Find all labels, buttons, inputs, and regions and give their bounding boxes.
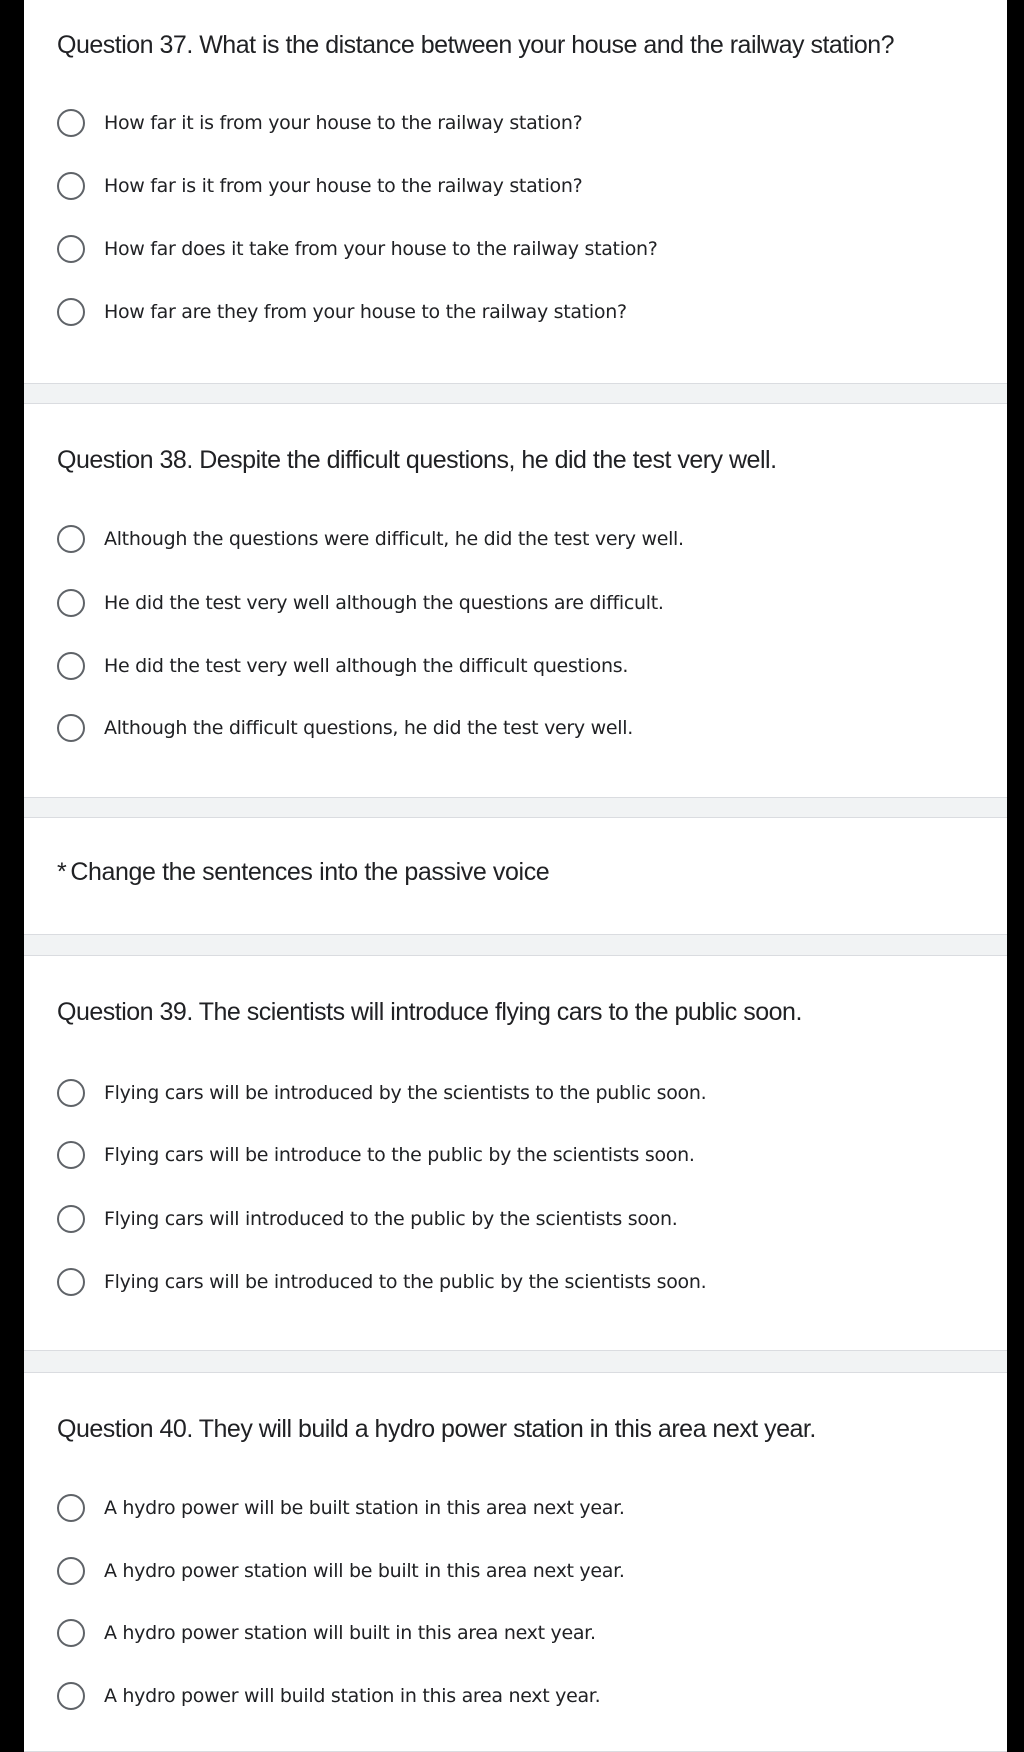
option-label: Flying cars will be introduced to the public by the scientists soon. <box>104 1271 707 1293</box>
option-label: A hydro power station will be built in this area next year. <box>104 1560 625 1582</box>
option-label: Although the questions were difficult, he did the test very well. <box>104 528 684 550</box>
question-card-38 <box>24 403 1007 798</box>
option-label: How far it is from your house to the railway station? <box>104 112 583 134</box>
radio-button-icon[interactable] <box>57 589 85 617</box>
option-label: A hydro power station will built in this area next year. <box>104 1622 596 1644</box>
option-label: Flying cars will be introduce to the public by the scientists soon. <box>104 1144 695 1166</box>
radio-button-icon[interactable] <box>57 1619 85 1647</box>
section-card <box>24 817 1007 935</box>
radio-option[interactable] <box>57 521 684 557</box>
radio-button-icon[interactable] <box>57 1079 85 1107</box>
option-label: How far does it take from your house to the railway station? <box>104 238 658 260</box>
radio-option[interactable] <box>57 1137 695 1173</box>
radio-option[interactable] <box>57 1264 706 1300</box>
radio-option[interactable] <box>57 1075 706 1111</box>
required-asterisk: * <box>57 858 67 886</box>
question-card-39 <box>24 955 1007 1351</box>
radio-option[interactable] <box>57 1201 677 1237</box>
radio-option[interactable] <box>57 1615 596 1651</box>
radio-button-icon[interactable] <box>57 235 85 263</box>
radio-option[interactable] <box>57 105 582 141</box>
radio-option[interactable] <box>57 294 627 330</box>
radio-option[interactable] <box>57 648 628 684</box>
radio-button-icon[interactable] <box>57 525 85 553</box>
radio-button-icon[interactable] <box>57 1268 85 1296</box>
radio-option[interactable] <box>57 1490 625 1526</box>
radio-button-icon[interactable] <box>57 109 85 137</box>
option-label: A hydro power will be built station in this area next year. <box>104 1497 625 1519</box>
form-page <box>24 0 1007 1730</box>
radio-button-icon[interactable] <box>57 298 85 326</box>
radio-option[interactable] <box>57 710 633 746</box>
option-label: He did the test very well although the questions are difficult. <box>104 592 664 614</box>
radio-button-icon[interactable] <box>57 1141 85 1169</box>
question-card-40 <box>24 1372 1007 1752</box>
radio-button-icon[interactable] <box>57 714 85 742</box>
radio-option[interactable] <box>57 585 664 621</box>
question-title: Question 40. They will build a hydro power station in this area next year. <box>57 1415 816 1443</box>
radio-option[interactable] <box>57 1553 625 1589</box>
radio-button-icon[interactable] <box>57 1494 85 1522</box>
option-label: Flying cars will introduced to the public by the scientists soon. <box>104 1208 678 1230</box>
option-label: How far is it from your house to the railway station? <box>104 175 583 197</box>
radio-button-icon[interactable] <box>57 1557 85 1585</box>
question-title: Question 38. Despite the difficult questions, he did the test very well. <box>57 446 777 474</box>
radio-button-icon[interactable] <box>57 652 85 680</box>
radio-button-icon[interactable] <box>57 1205 85 1233</box>
radio-button-icon[interactable] <box>57 172 85 200</box>
option-label: He did the test very well although the difficult questions. <box>104 655 629 677</box>
radio-option[interactable] <box>57 168 582 204</box>
section-title-text: Change the sentences into the passive voice <box>70 858 550 886</box>
radio-option[interactable] <box>57 1678 600 1714</box>
radio-button-icon[interactable] <box>57 1682 85 1710</box>
option-label: How far are they from your house to the railway station? <box>104 301 627 323</box>
question-card-37 <box>24 0 1007 384</box>
section-title <box>57 858 549 887</box>
option-label: Although the difficult questions, he did the test very well. <box>104 717 633 739</box>
question-title: Question 39. The scientists will introduce flying cars to the public soon. <box>57 998 802 1026</box>
option-label: A hydro power will build station in this area next year. <box>104 1685 601 1707</box>
radio-option[interactable] <box>57 231 658 267</box>
option-label: Flying cars will be introduced by the scientists to the public soon. <box>104 1082 707 1104</box>
question-title: Question 37. What is the distance between your house and the railway station? <box>57 31 895 59</box>
